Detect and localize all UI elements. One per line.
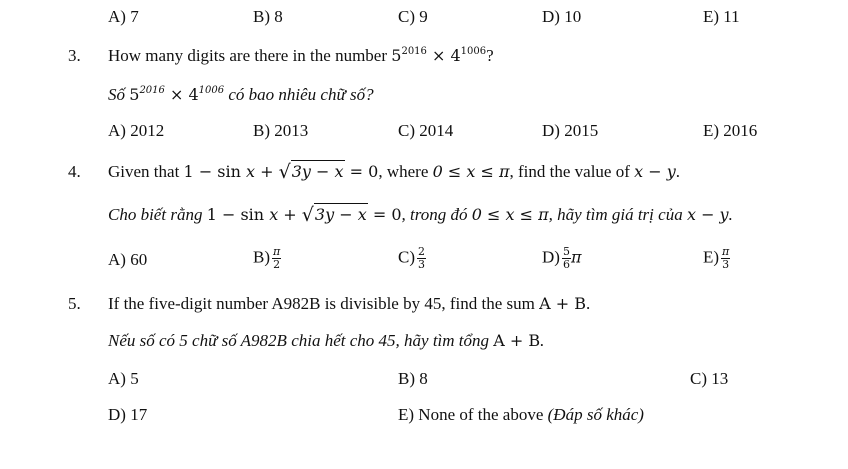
q4-option-e: E) $\frac{\pi}{3}$ <box>703 245 730 271</box>
q5-option-d: D) 17 <box>108 405 148 424</box>
sqrt-symbol: √3y − x <box>301 204 367 226</box>
q4-number: 4. <box>68 162 81 181</box>
q3-option-c: C) 2014 <box>398 121 454 140</box>
q4-option-a: A) 60 <box>108 250 148 269</box>
q3-number: 3. <box>68 46 81 65</box>
q4-option-d: D) $\frac{5}{6}$ π <box>542 245 582 271</box>
q3-option-b: B) 2013 <box>253 121 309 140</box>
q5-option-b: B) 8 <box>398 369 428 388</box>
q3-question-vi: Số $5^{2016} \times 4^{1006}$ có bao nhiêu chữ số? <box>108 85 374 104</box>
q4-question-vi: Cho biết rằng 1 − sin x + √3y − x = 0, trong đó 0 ≤ x ≤ π, hãy tìm giá trị của x − y. <box>108 204 733 226</box>
q2-option-b: B) 8 <box>253 7 283 26</box>
q3-option-a: A) 2012 <box>108 121 165 140</box>
sqrt-symbol: √3y − x <box>278 161 344 183</box>
q5-option-c: C) 13 <box>690 369 729 388</box>
q3-option-d: D) 2015 <box>542 121 599 140</box>
q4-question-en: Given that 1 − sin x + √3y − x = 0, where 0 ≤ x ≤ π, find the value of x − y. <box>108 161 681 183</box>
q5-question-vi: Nếu số có 5 chữ số A982B chia hết cho 45, hãy tìm tổng A + B. <box>108 331 545 350</box>
q3-question-en: How many digits are there in the number $5^{2016} \times 4^{1006}$? <box>108 46 494 65</box>
q5-option-a: A) 5 <box>108 369 139 388</box>
q5-option-e: E) None of the above (Đáp số khác) <box>398 405 644 424</box>
q5-question-en: If the five-digit number A982B is divisible by 45, find the sum A + B. <box>108 294 591 313</box>
q2-option-d: D) 10 <box>542 7 582 26</box>
q5-number: 5. <box>68 294 81 313</box>
q3-option-e: E) 2016 <box>703 121 758 140</box>
q4-option-b: B) $\frac{\pi}{2}$ <box>253 245 281 271</box>
q4-option-c: C) $\frac{2}{3}$ <box>398 245 425 271</box>
q2-option-a: A) 7 <box>108 7 139 26</box>
q2-option-e: E) 11 <box>703 7 740 26</box>
q2-option-c: C) 9 <box>398 7 428 26</box>
